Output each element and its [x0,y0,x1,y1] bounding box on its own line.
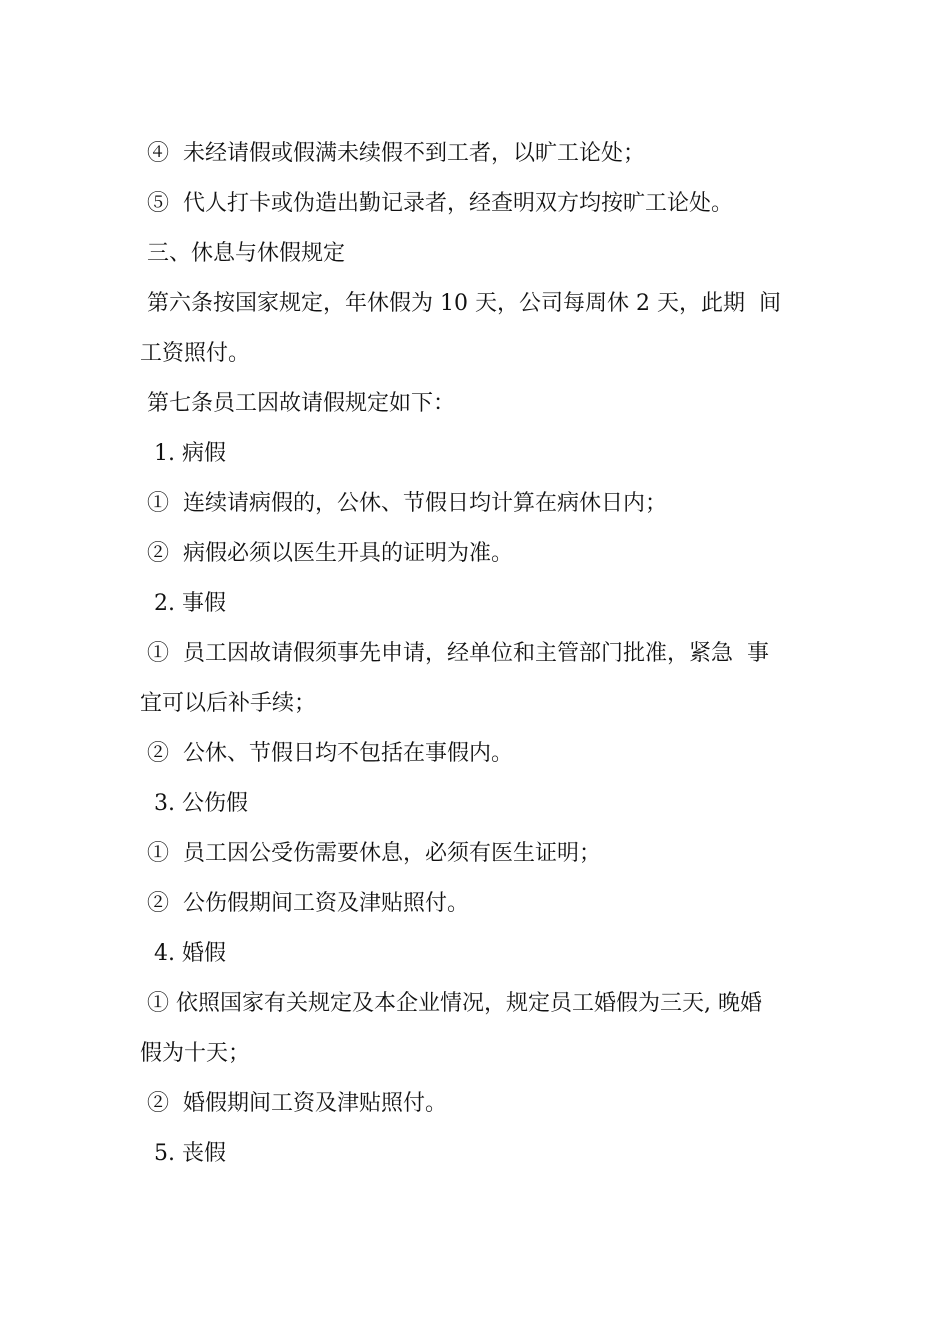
text-line: ⑤ 代人打卡或伪造出勤记录者，经查明双方均按旷工论处。 [140,191,733,216]
text-line: ② 公伤假期间工资及津贴照付。 [140,891,469,916]
text-line: 第七条员工因故请假规定如下： [140,391,455,416]
text-line: ① 员工因故请假须事先申请，经单位和主管部门批准，紧急 事 [140,641,769,666]
subsection-heading: 4. 婚假 [140,941,226,966]
text-line: ④ 未经请假或假满未续假不到工者，以旷工论处； [140,141,645,166]
subsection-heading: 2. 事假 [140,591,226,616]
text-line: ① 依照国家有关规定及本企业情况，规定员工婚假为三天, 晚婚 [140,991,762,1016]
text-line: 工资照付。 [140,341,251,366]
text-line: ① 员工因公受伤需要休息，必须有医生证明； [140,841,601,866]
subsection-heading: 3. 公伤假 [140,791,248,816]
text-line: ② 公休、节假日均不包括在事假内。 [140,741,513,766]
text-line: ① 连续请病假的，公休、节假日均计算在病休日内； [140,491,667,516]
section-heading: 三、休息与休假规定 [140,241,345,266]
subsection-heading: 5. 丧假 [140,1141,226,1166]
text-line: ② 病假必须以医生开具的证明为准。 [140,541,513,566]
text-line: 第六条按国家规定，年休假为 10 天，公司每周休 2 天，此期 间 [140,291,781,316]
text-line: 宜可以后补手续； [140,691,317,716]
text-line: ② 婚假期间工资及津贴照付。 [140,1091,447,1116]
text-line: 假为十天； [140,1041,251,1066]
subsection-heading: 1. 病假 [140,441,226,466]
